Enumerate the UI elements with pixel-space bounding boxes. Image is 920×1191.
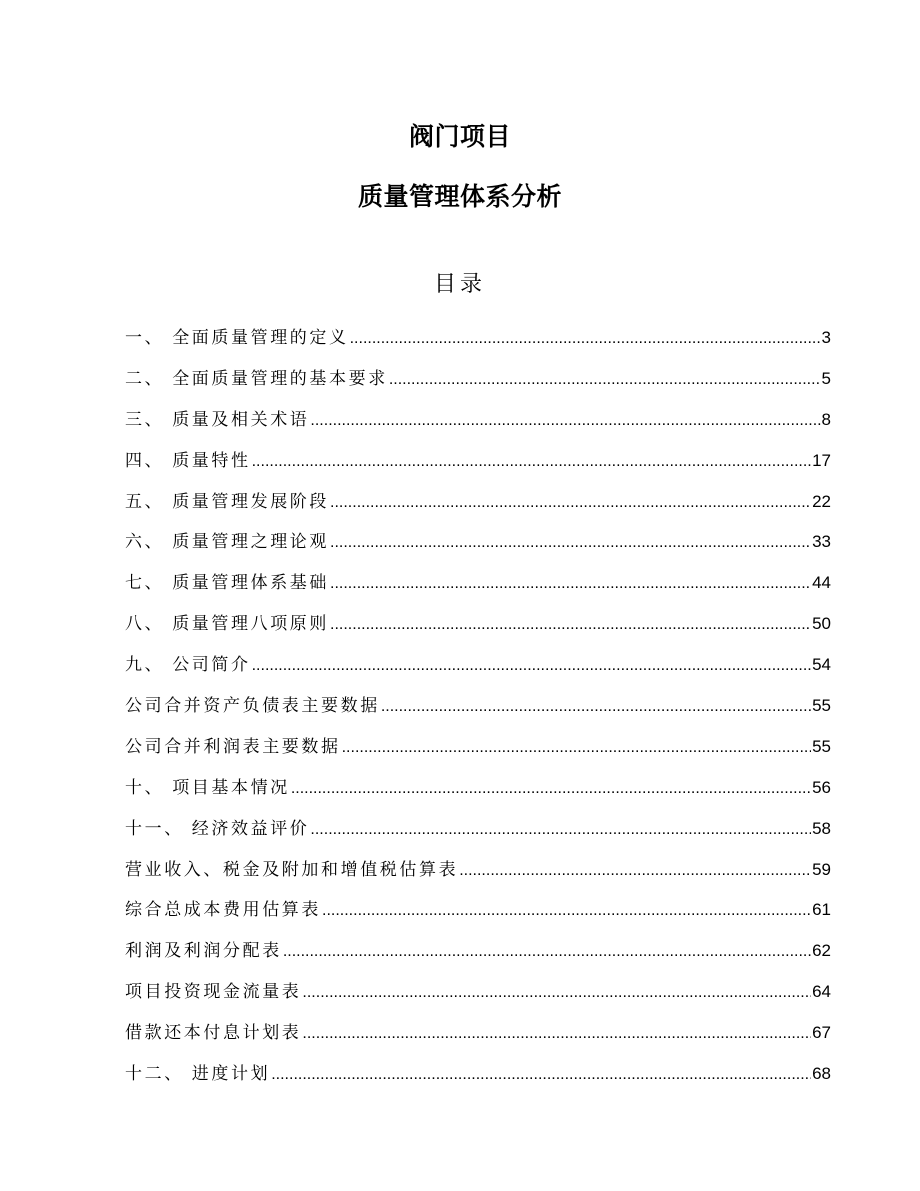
toc-entry-page: 59 bbox=[812, 859, 831, 879]
toc-entry[interactable] bbox=[125, 645, 831, 686]
toc-entry-label: 项目投资现金流量表 bbox=[125, 982, 302, 1003]
toc-leader-dots bbox=[302, 1013, 811, 1055]
toc-entry[interactable] bbox=[125, 809, 831, 850]
toc-entry-label: 营业收入、税金及附加和增值税估算表 bbox=[125, 859, 459, 880]
toc-entry-page: 54 bbox=[812, 655, 831, 675]
toc-entry-page: 50 bbox=[812, 614, 831, 634]
toc-entry-page: 3 bbox=[821, 328, 831, 347]
toc-entry-page: 22 bbox=[812, 491, 831, 511]
toc-entry-label: 七、 质量管理体系基础 bbox=[125, 573, 330, 594]
toc-entry[interactable] bbox=[125, 441, 831, 482]
toc-entry-page: 68 bbox=[812, 1064, 831, 1084]
toc-entry-page: 8 bbox=[821, 409, 831, 429]
toc-entry-page: 17 bbox=[812, 450, 831, 470]
toc-entry[interactable] bbox=[125, 563, 831, 604]
toc-entry-page: 62 bbox=[812, 941, 831, 961]
toc-entry-label: 五、 质量管理发展阶段 bbox=[125, 491, 330, 512]
toc-entry[interactable] bbox=[125, 890, 831, 931]
toc-entry-label: 八、 质量管理八项原则 bbox=[125, 614, 330, 635]
toc-entry-page: 5 bbox=[821, 368, 831, 388]
toc-entry[interactable] bbox=[125, 686, 831, 727]
toc-entry[interactable] bbox=[125, 972, 831, 1013]
toc-leader-dots bbox=[291, 768, 811, 810]
toc-entry-page: 44 bbox=[812, 573, 831, 593]
toc-entry[interactable] bbox=[125, 522, 831, 563]
toc-entry-label: 四、 质量特性 bbox=[125, 450, 251, 471]
toc-entry-page: 67 bbox=[812, 1023, 831, 1043]
toc-leader-dots bbox=[389, 359, 821, 401]
toc-leader-dots bbox=[330, 563, 811, 605]
table-of-contents bbox=[125, 318, 831, 1095]
toc-entry[interactable] bbox=[125, 318, 831, 359]
toc-leader-dots bbox=[322, 890, 811, 932]
toc-leader-dots bbox=[350, 318, 821, 360]
toc-entry-page: 55 bbox=[812, 736, 831, 756]
toc-entry-page: 58 bbox=[812, 818, 831, 838]
toc-entry-label: 公司合并利润表主要数据 bbox=[125, 736, 341, 757]
toc-entry-label: 借款还本付息计划表 bbox=[125, 1023, 302, 1044]
toc-entry-label: 一、 全面质量管理的定义 bbox=[125, 328, 349, 348]
toc-entry-page: 64 bbox=[812, 982, 831, 1002]
toc-leader-dots bbox=[310, 400, 820, 442]
toc-entry-label: 利润及利润分配表 bbox=[125, 941, 282, 962]
toc-entry[interactable] bbox=[125, 400, 831, 441]
toc-leader-dots bbox=[330, 482, 811, 524]
toc-entry-label: 六、 质量管理之理论观 bbox=[125, 532, 330, 553]
toc-leader-dots bbox=[459, 850, 811, 892]
toc-entry-label: 九、 公司简介 bbox=[125, 655, 251, 676]
toc-leader-dots bbox=[310, 809, 811, 851]
toc-entry-label: 十、 项目基本情况 bbox=[125, 777, 290, 798]
toc-entry[interactable] bbox=[125, 931, 831, 972]
document-title: 阀门项目 bbox=[408, 122, 511, 151]
toc-leader-dots bbox=[330, 522, 811, 564]
toc-entry[interactable] bbox=[125, 1013, 831, 1054]
toc-leader-dots bbox=[252, 441, 811, 483]
document-subtitle: 质量管理体系分析 bbox=[357, 182, 562, 211]
toc-entry[interactable] bbox=[125, 850, 831, 891]
toc-leader-dots bbox=[283, 931, 811, 973]
toc-entry-page: 56 bbox=[812, 777, 831, 797]
toc-entry-label: 二、 全面质量管理的基本要求 bbox=[125, 368, 388, 389]
toc-leader-dots bbox=[342, 727, 811, 769]
toc-entry-label: 综合总成本费用估算表 bbox=[125, 900, 321, 921]
toc-leader-dots bbox=[271, 1054, 811, 1096]
toc-entry-page: 55 bbox=[812, 696, 831, 716]
toc-entry-page: 33 bbox=[812, 532, 831, 552]
toc-entry-label: 十一、 经济效益评价 bbox=[125, 818, 310, 839]
toc-entry[interactable] bbox=[125, 1054, 831, 1095]
toc-leader-dots bbox=[302, 972, 811, 1014]
toc-entry-label: 十二、 进度计划 bbox=[125, 1064, 271, 1085]
toc-leader-dots bbox=[330, 604, 811, 646]
toc-leader-dots bbox=[252, 645, 811, 687]
toc-entry-label: 公司合并资产负债表主要数据 bbox=[125, 696, 380, 717]
toc-entry[interactable] bbox=[125, 604, 831, 645]
toc-heading: 目录 bbox=[433, 272, 486, 297]
toc-entry[interactable] bbox=[125, 727, 831, 768]
toc-entry[interactable] bbox=[125, 482, 831, 523]
toc-entry-label: 三、 质量及相关术语 bbox=[125, 409, 310, 430]
toc-entry[interactable] bbox=[125, 768, 831, 809]
toc-leader-dots bbox=[381, 686, 811, 728]
toc-entry[interactable] bbox=[125, 359, 831, 400]
toc-entry-page: 61 bbox=[812, 900, 831, 920]
